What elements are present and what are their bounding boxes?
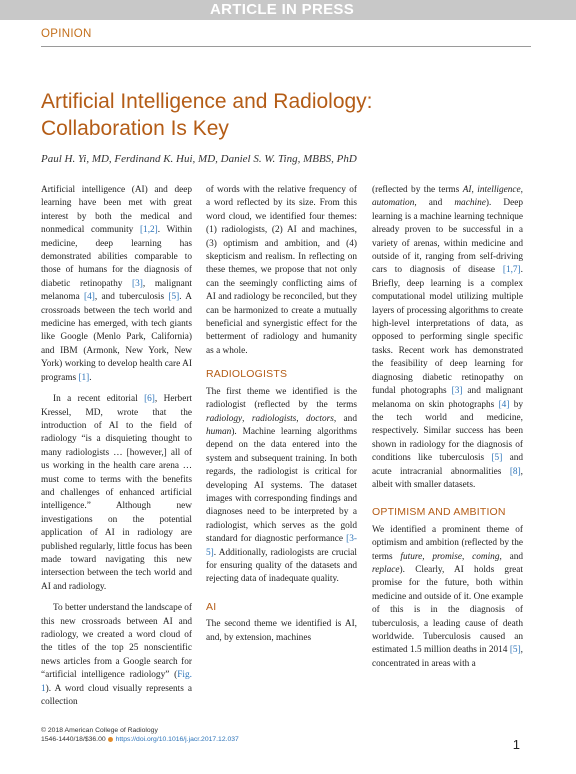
banner-text: ARTICLE IN PRESS: [210, 1, 354, 18]
term: radiology: [206, 413, 243, 424]
term: replace: [372, 564, 400, 575]
body-text: The first theme we identified is the radiologist (reflected by the terms: [206, 386, 357, 411]
author-list: Paul H. Yi, MD, Ferdinand K. Hui, MD, Daniel S. W. Ting, MBBS, PhD: [41, 153, 357, 165]
term: automation: [372, 198, 415, 209]
body-text: .: [89, 372, 92, 383]
body-text: , Herbert Kressel, MD, wrote that the introduction of AI to the field of radiology “is a disquieting thought to many radiologists … [however,] all of us working in the health care arena … must come to terms with the benefits and challenges of enhanced artificial intelligence.” Although new investigations on the potential application of AI in radiology are published regularly, little focus has been made toward navigating this new intersection between the tech world and AI and radiology.: [41, 394, 192, 592]
body-text: ). Clearly, AI holds great promise for the future, both within medicine and outside of it. One example of this is in the diagnosis of tuberculosis, a leading cause of death worldwide. Tuberculosis caused an estimated 1.5 million deaths in 2014: [372, 564, 523, 656]
body-text: . A crossroads between the tech world and medicine has emerged, with tech giants like Google (Menlo Park, California) and IBM (Armonk, New York, New York) working to develop health care AI programs: [41, 292, 192, 383]
section-heading: AI: [206, 600, 217, 613]
citation-link[interactable]: [8]: [509, 466, 521, 477]
paragraph: [41, 393, 192, 594]
body-text: Artificial intelligence (AI) and deep learning have been met with great interest by both the medical and nonmedical community: [41, 185, 192, 236]
section-tag: [41, 24, 531, 47]
body-text: , malignant melanoma: [41, 278, 193, 303]
body-column-1: [41, 184, 192, 709]
paragraph: The second theme we identified is AI, and, by extension, machines: [206, 619, 357, 643]
body-text: . Additionally, radiologists are crucial for ensuring quality of the datasets and rejecting data of inadequate quality.: [206, 547, 357, 585]
title-line-2: Collaboration Is Key: [41, 117, 229, 140]
body-column-3: [372, 184, 523, 671]
term: radiologists: [251, 413, 297, 424]
citation-link[interactable]: [1,7]: [502, 265, 521, 276]
issn-doi-line: [41, 735, 239, 744]
citation-link[interactable]: [5]: [168, 292, 180, 303]
section-label: OPINION: [41, 28, 92, 40]
term: coming: [472, 551, 500, 562]
body-text: ). Machine learning algorithms depend on the data entered into the system and subsequent training. In both regards, the radiologist is critical for developing AI systems. The dataset images with corresponding findings and diagnoses need to be interpreted by a radiologist, which serves as the gold standard for diagnostic performance: [206, 426, 357, 545]
article-title: [41, 88, 521, 142]
page-number: 1: [512, 737, 520, 752]
title-line-1: Artificial Intelligence and Radiology:: [41, 90, 373, 113]
citation-link[interactable]: [4]: [84, 292, 95, 303]
body-text: and malignant melanoma on skin photographs: [372, 386, 523, 410]
body-text: . Within medicine, deep learning has demonstrated abilities comparable to those of humans for the diagnosis of diabetic retinopathy: [41, 225, 192, 289]
copyright-notice: © 2018 American College of Radiology: [41, 727, 158, 734]
citation-link[interactable]: [4]: [498, 399, 510, 410]
body-text: (reflected by the terms: [372, 185, 463, 195]
body-column-2: [206, 184, 357, 645]
body-text: To better understand the landscape of this new crossroads between AI and radiology, we created a word cloud of the titles of the top 25 nonscientific news articles from a Google search for “artificial intelligence radiology” (: [41, 603, 193, 681]
term: doctors: [305, 413, 334, 424]
open-access-icon: [108, 737, 113, 742]
term: future: [400, 551, 423, 562]
body-text: , albeit with smaller datasets.: [372, 466, 523, 490]
term: promise: [432, 551, 463, 562]
figure-link[interactable]: Fig. 1: [41, 670, 192, 694]
citation-link[interactable]: [3]: [132, 278, 143, 289]
citation-link[interactable]: [5]: [491, 453, 503, 464]
paragraph: of words with the relative frequency of a word reflected by its size. From this word cloud, we identified four themes: (1) radiologists, (2) AI and machines, (3) optimism and ambition, and (4) skepticism and realism. In reflecting on these themes, we propose that not only can the seemingly conflicting aims of AI and radiology be reconciled, but they can be harmonized to create a mutually beneficial and synergistic effect for the betterment of radiology and humanity as a whole.: [206, 185, 357, 356]
page-footer: [41, 726, 239, 744]
citation-link[interactable]: [1,2]: [139, 225, 158, 236]
paragraph: (reflected by the terms AI, intelligence, automation, and machine). Deep learning is a machine learning technique already proven to be successful in a variety of arenas, within medicine and outside of it, ranging from self-driving cars to diagnosis of disease [1,7]. Briefly, deep learning is a complex computational model utilizing multiple layers of processing algorithms to create high-level interpretations of data, as opposed to performing single specific tasks. Recent work has demonstrated the feasibility of deep learning for diagnosing diabetic retinopathy on fundal photographs [3] and malignant melanoma on skin photographs [4] by the tech world and medicine, respectively. Similar success has been shown in radiology for the diagnosis of conditions like tuberculosis [5] and acute intracranial abnormalities [8], albeit with smaller datasets.: [372, 185, 524, 490]
term: human: [206, 426, 232, 437]
body-text: In a recent editorial: [53, 394, 145, 405]
body-text: by the tech world and medicine, respectively. Similar success has been shown in radiology for the diagnosis of conditions like tuberculosis: [372, 399, 523, 464]
issn-price: 1546-1440/18/$36.00: [41, 736, 106, 743]
citation-link[interactable]: [1]: [78, 372, 90, 383]
body-text: and: [509, 551, 524, 562]
term: intelligence: [477, 185, 521, 195]
paragraph: [41, 602, 192, 709]
article-in-press-banner: [0, 0, 576, 20]
paragraph: The first theme we identified is the radiologist (reflected by the terms radiology, radiologists, doctors, and human). Machine learning algorithms depend on the data entered into the system and subsequent training. In both regards, the radiologist is critical for developing AI systems. The dataset images with corresponding findings and diagnoses need to be interpreted by a radiologist, which serves as the gold standard for diagnostic performance [3-5]. Additionally, radiologists are crucial for ensuring quality of the datasets and rejecting data of inadequate quality.: [206, 386, 357, 585]
citation-link[interactable]: [3-5]: [206, 534, 357, 558]
body-text: ). A word cloud visually represents a collection: [41, 683, 192, 708]
body-text: , concentrated in areas with a: [372, 645, 523, 669]
term: AI: [462, 185, 472, 195]
doi-link[interactable]: https://doi.org/10.1016/j.jacr.2017.12.037: [115, 736, 239, 743]
body-text: ). Deep learning is a machine learning technique already proven to be successful in a variety of arenas, within medicine and outside of it, ranging from self-driving cars to diagnosis of disease: [372, 198, 523, 276]
paragraph: [41, 184, 192, 385]
section-heading: RADIOLOGISTS: [206, 368, 288, 381]
term: machine: [454, 198, 486, 209]
body-text: and acute intracranial abnormalities: [372, 453, 524, 477]
section-heading: OPTIMISM AND AMBITION: [372, 506, 506, 519]
citation-link[interactable]: [3]: [451, 386, 463, 397]
body-text: We identified a prominent theme of optimism and ambition (reflected by the terms: [372, 524, 523, 562]
citation-link[interactable]: [6]: [144, 394, 155, 405]
citation-link[interactable]: [5]: [509, 645, 521, 656]
paragraph: We identified a prominent theme of optimism and ambition (reflected by the terms future, promise, coming, and replace). Clearly, AI holds great promise for the future, both within medicine and outside of it. One example of this is in the diagnosis of tuberculosis, a leading cause of death worldwide. Tuberculosis caused an estimated 1.5 million deaths in 2014 [5], concentrated in areas with a: [372, 524, 524, 669]
body-text: , and tuberculosis: [94, 292, 169, 303]
body-text: . Briefly, deep learning is a complex computational model utilizing multiple layers of processing algorithms to create high-level interpretations of data, as opposed to performing single specific tasks. Recent work has demonstrated the feasibility of deep learning for diagnosing diabetic retinopathy on fundal photographs: [372, 265, 523, 397]
